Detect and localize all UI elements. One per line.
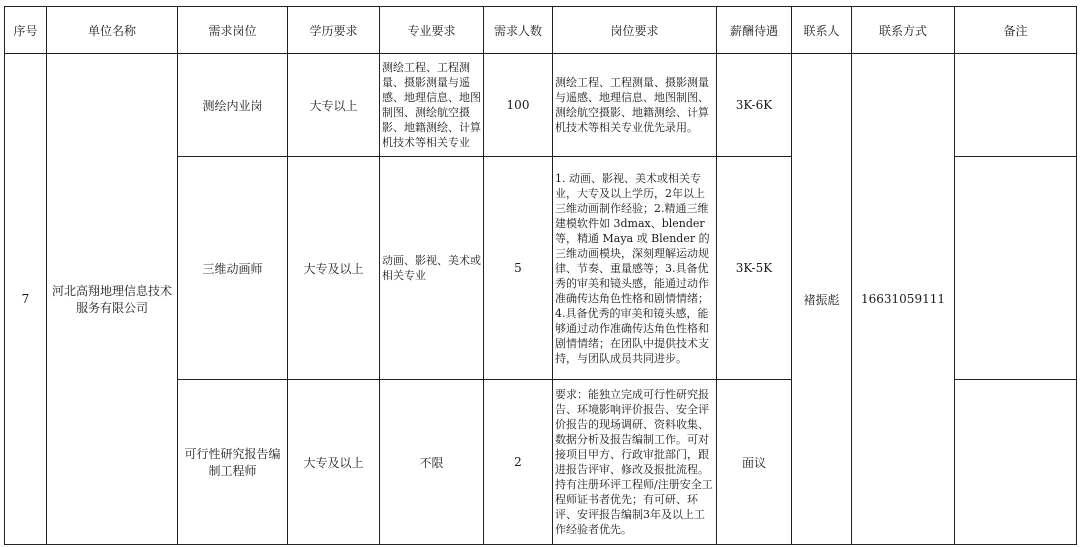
headcount-cell: 5 <box>484 157 553 380</box>
position-cell: 可行性研究报告编制工程师 <box>178 380 288 545</box>
header-phone: 联系方式 <box>852 7 955 54</box>
header-company: 单位名称 <box>47 7 178 54</box>
position-cell: 三维动画师 <box>178 157 288 380</box>
note-cell <box>955 54 1077 157</box>
requirements-cell: 要求：能独立完成可行性研究报告、环境影响评价报告、安全评价报告的现场调研、资料收集、数据分析及报告编制工作。可对接项目甲方、行政审批部门，跟进报告评审、修改及报批流程。持有注册环评工程师/注册安全工程师证书者优先；有可研、环评、安评报告编制3年及以上工作经验者优先。 <box>553 380 717 545</box>
note-cell <box>955 157 1077 380</box>
header-headcount: 需求人数 <box>484 7 553 54</box>
salary-cell: 3K-5K <box>717 157 792 380</box>
education-cell: 大专及以上 <box>288 157 380 380</box>
headcount-cell: 2 <box>484 380 553 545</box>
headcount-cell: 100 <box>484 54 553 157</box>
major-cell: 测绘工程、工程测量、摄影测量与遥感、地理信息、地图制图、测绘航空摄影、地籍测绘、计算机技术等相关专业 <box>380 54 484 157</box>
header-major: 专业要求 <box>380 7 484 54</box>
major-cell: 不限 <box>380 380 484 545</box>
salary-cell: 面议 <box>717 380 792 545</box>
header-index: 序号 <box>5 7 47 54</box>
table-row <box>5 54 1077 157</box>
requirements-cell: 测绘工程、工程测量、摄影测量与遥感、地理信息、地图制图、测绘航空摄影、地籍测绘、计算机技术等相关专业优先录用。 <box>553 54 717 157</box>
header-note: 备注 <box>955 7 1077 54</box>
salary-cell: 3K-6K <box>717 54 792 157</box>
recruitment-table <box>4 6 1077 545</box>
header-education: 学历要求 <box>288 7 380 54</box>
requirements-cell: 1. 动画、影视、美术或相关专业，大专及以上学历，2年以上三维动画制作经验；2.精通三维建模软件如 3dmax、blender 等，精通 Maya 或 Blender 的三维动画模块，深刻理解运动规律、节奏、重量感等；3.具备优秀的审美和镜头感，能通过动作准确传达角色性格和剧情情绪；4.具备优秀的审美和镜头感，能够通过动作准确传达角色性格和剧情情绪；在团队中提供技术支持，与团队成员共同进步。 <box>553 157 717 380</box>
header-salary: 薪酬待遇 <box>717 7 792 54</box>
contact-cell: 褚振彪 <box>792 54 852 545</box>
education-cell: 大专以上 <box>288 54 380 157</box>
education-cell: 大专及以上 <box>288 380 380 545</box>
header-row <box>5 7 1077 54</box>
note-cell <box>955 380 1077 545</box>
position-cell: 测绘内业岗 <box>178 54 288 157</box>
header-position: 需求岗位 <box>178 7 288 54</box>
phone-cell: 16631059111 <box>852 54 955 545</box>
header-requirements: 岗位要求 <box>553 7 717 54</box>
header-contact: 联系人 <box>792 7 852 54</box>
company-name-cell: 河北高翔地理信息技术服务有限公司 <box>47 54 178 545</box>
major-cell: 动画、影视、美术或相关专业 <box>380 157 484 380</box>
index-cell: 7 <box>5 54 47 545</box>
